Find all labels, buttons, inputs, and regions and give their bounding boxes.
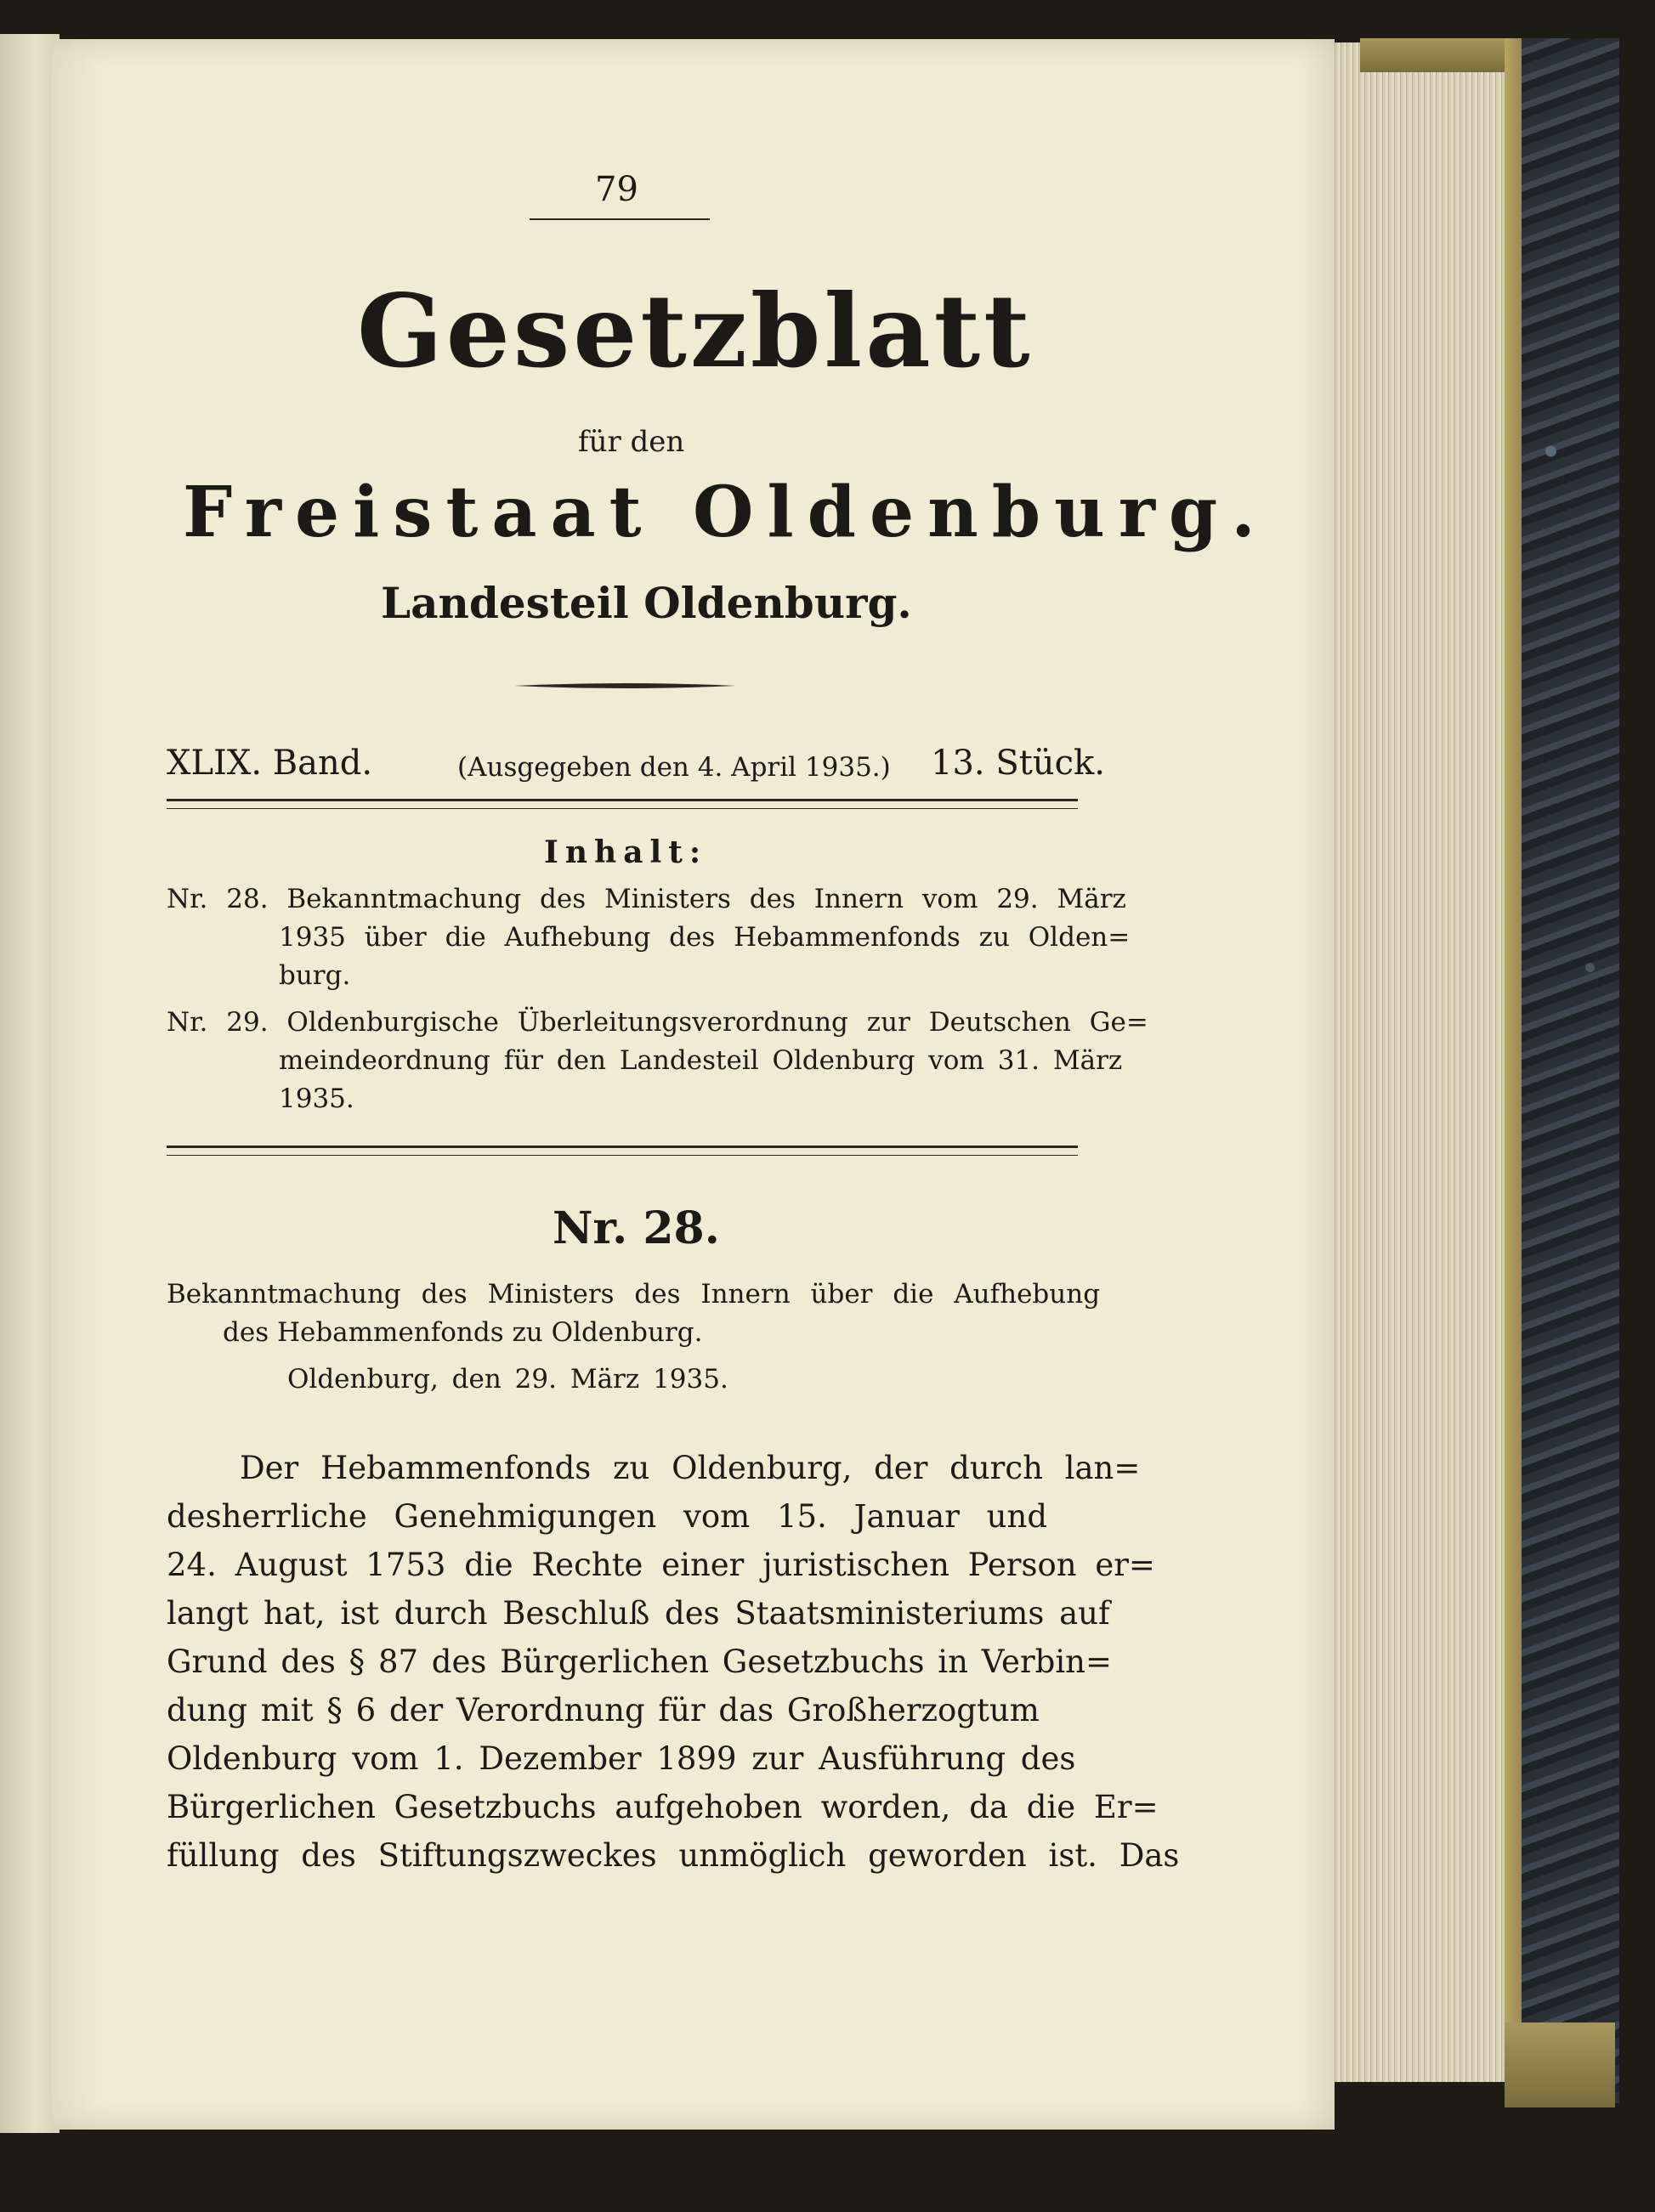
- toc-entry-line: 1935 über die Aufhebung des Hebammenfonds zu Olden=: [279, 922, 1131, 953]
- body-text-line: Der Hebammenfonds zu Oldenburg, der durch lan=: [240, 1450, 1141, 1486]
- body-text-line: Bürgerlichen Gesetzbuchs aufgehoben worden, da die Er=: [167, 1789, 1159, 1825]
- body-text-line: füllung des Stiftungszweckes unmöglich geworden ist. Das: [167, 1837, 1180, 1874]
- masthead-region: Landesteil Oldenburg.: [381, 578, 912, 628]
- body-text-line: Grund des § 87 des Bürgerlichen Gesetzbuchs in Verbin=: [167, 1643, 1112, 1680]
- ornament-rule: [514, 680, 735, 692]
- body-text-line: 24. August 1753 die Rechte einer juristischen Person er=: [167, 1547, 1155, 1583]
- page-number: 79: [595, 170, 638, 209]
- body-text-line: dung mit § 6 der Verordnung für das Großherzogtum: [167, 1692, 1040, 1728]
- header-rule: [530, 218, 710, 220]
- section-lead-line: Bekanntmachung des Ministers des Innern über die Aufhebung: [167, 1279, 1101, 1310]
- body-text-line: desherrliche Genehmigungen vom 15. Januar und: [167, 1498, 1048, 1535]
- volume-label: XLIX. Band.: [167, 744, 373, 783]
- double-rule: [167, 799, 1078, 809]
- contents-heading: Inhalt:: [544, 834, 708, 870]
- book-cover-board: [1522, 38, 1619, 2103]
- toc-entry-line: burg.: [279, 960, 351, 991]
- masthead-state: Freistaat Oldenburg.: [183, 472, 1269, 553]
- issue-date: (Ausgegeben den 4. April 1935.): [457, 752, 891, 783]
- masthead-for-the: für den: [578, 425, 685, 459]
- body-text-line: Oldenburg vom 1. Dezember 1899 zur Ausführung des: [167, 1740, 1076, 1777]
- section-heading: Nr. 28.: [553, 1202, 720, 1254]
- book-cover-corner-bottom: [1505, 2022, 1615, 2107]
- body-text-line: langt hat, ist durch Beschluß des Staatsministeriums auf: [167, 1595, 1110, 1632]
- issue-number: 13. Stück.: [931, 744, 1105, 783]
- toc-entry-line: Nr. 28. Bekanntmachung des Ministers des Innern vom 29. März: [167, 884, 1126, 914]
- toc-entry-line: 1935.: [279, 1083, 354, 1114]
- masthead-title: Gesetzblatt: [357, 272, 1034, 390]
- toc-entry-line: meindeordnung für den Landesteil Oldenburg vom 31. März: [279, 1045, 1123, 1076]
- dateline: Oldenburg, den 29. März 1935.: [287, 1364, 728, 1395]
- section-lead-line: des Hebammenfonds zu Oldenburg.: [223, 1317, 703, 1348]
- page-block-edges: [1326, 42, 1522, 2082]
- toc-entry-line: Nr. 29. Oldenburgische Überleitungsverordnung zur Deutschen Ge=: [167, 1007, 1148, 1038]
- double-rule: [167, 1146, 1078, 1156]
